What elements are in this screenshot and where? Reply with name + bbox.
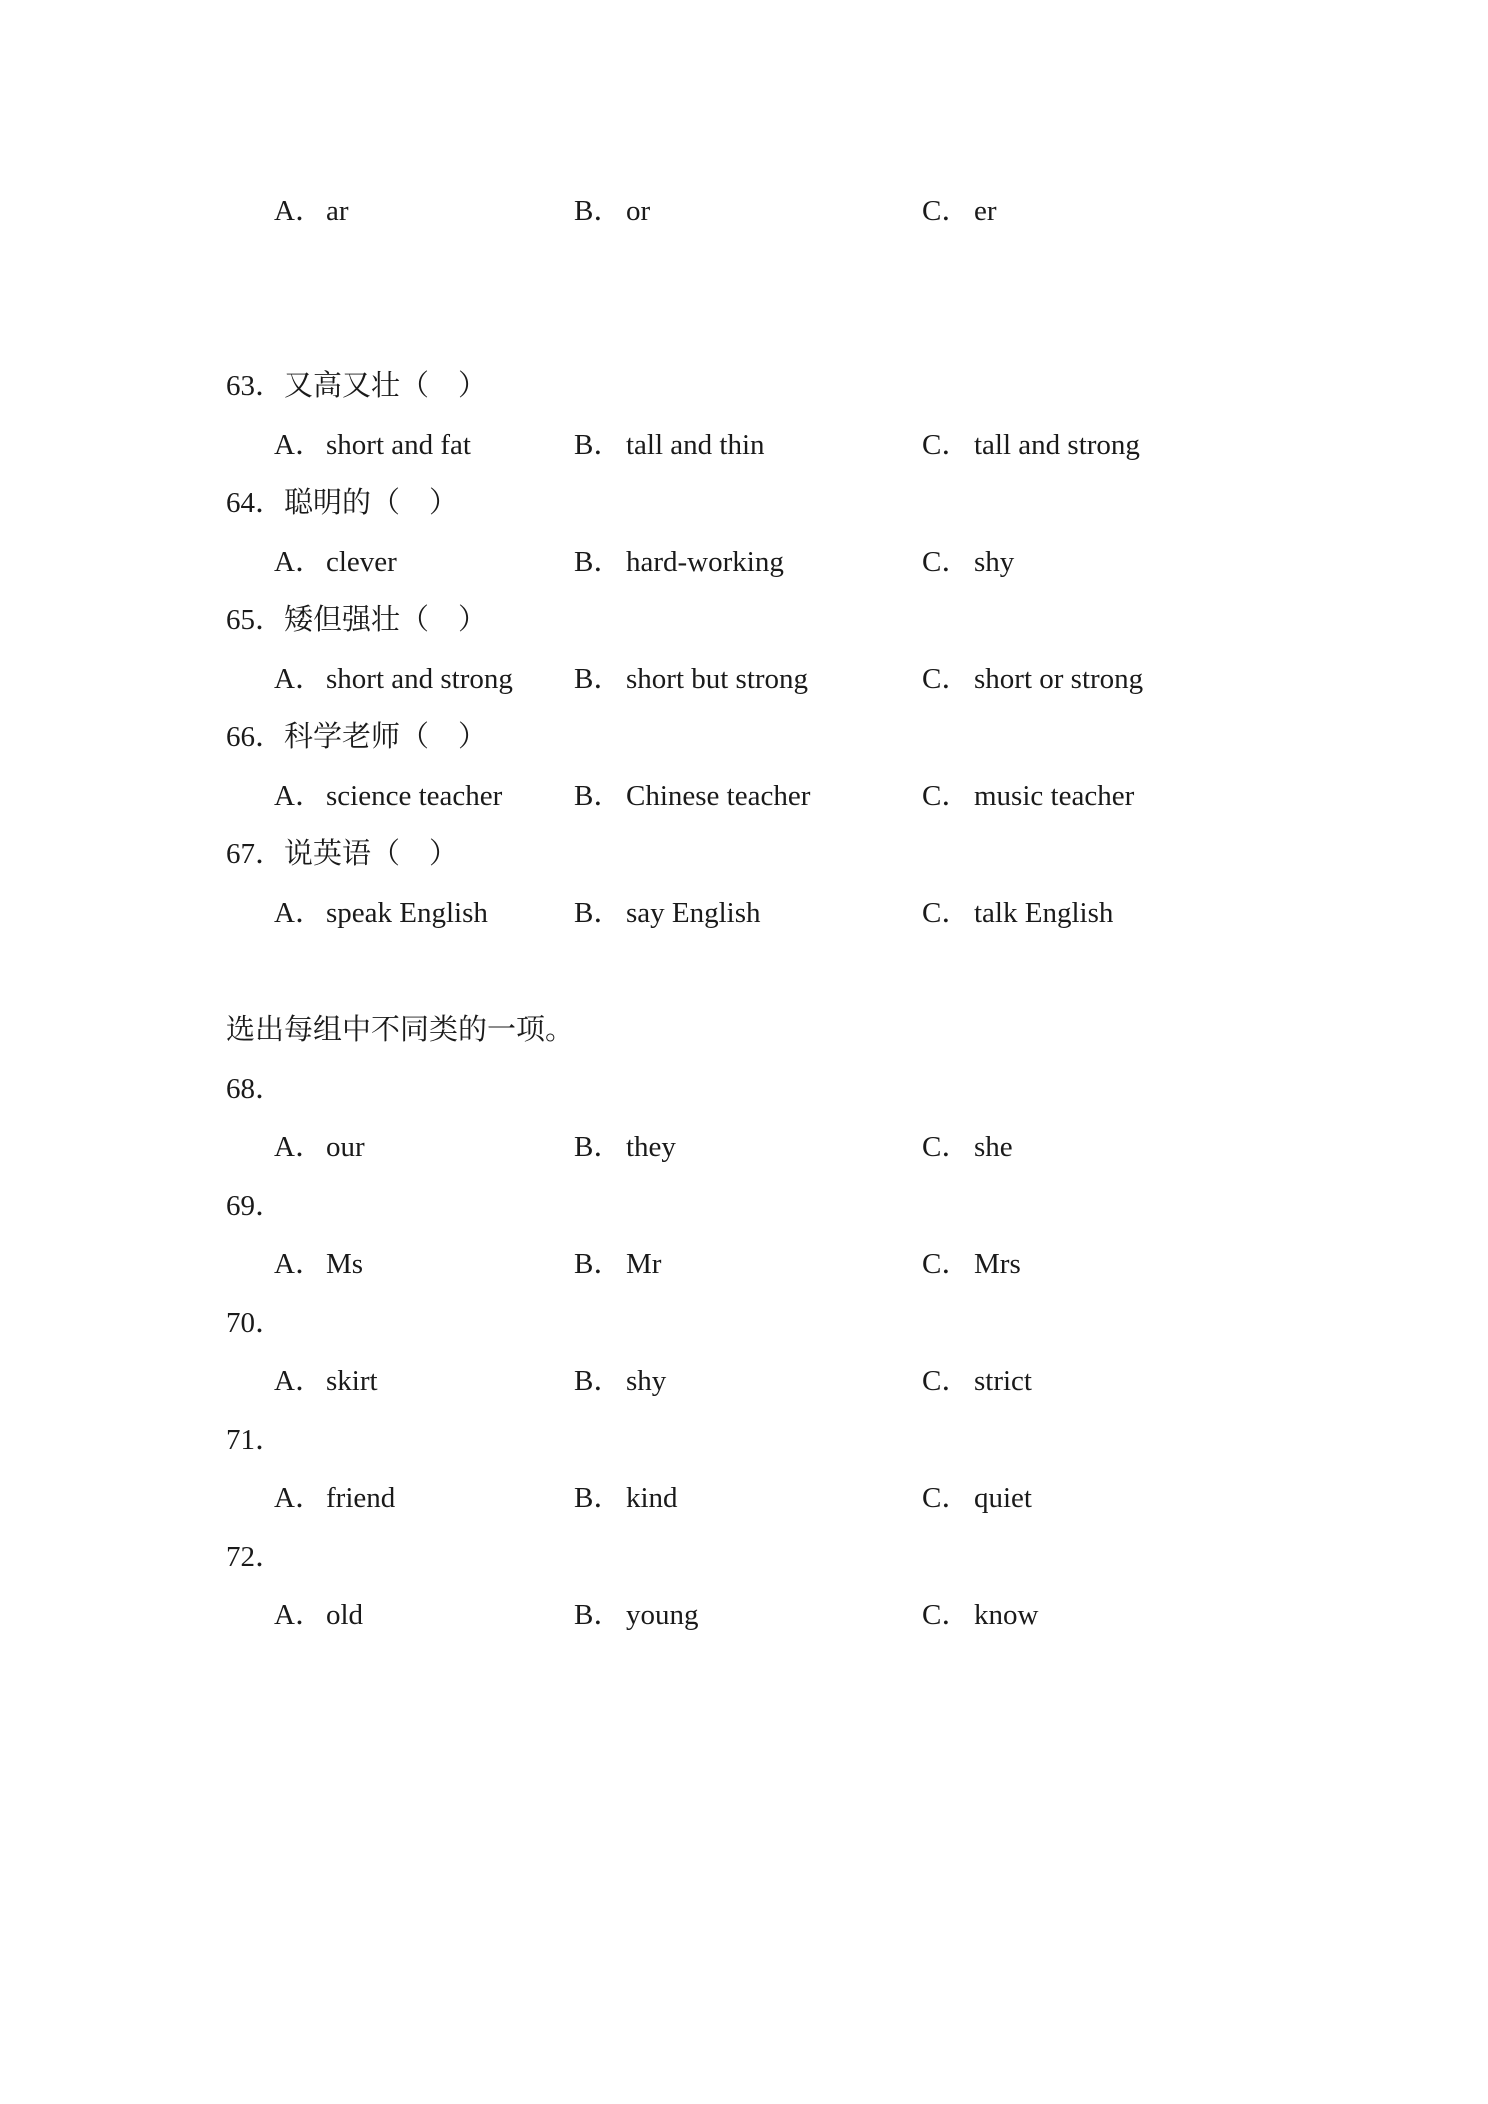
q69-option-b[interactable]: B． Mr (574, 1248, 662, 1280)
q67-option-c[interactable]: C． talk English (922, 897, 1114, 929)
option-b[interactable]: B． or (574, 195, 651, 227)
q69-option-a[interactable]: A．Ms (274, 1248, 364, 1280)
question-72: 72． (226, 1541, 285, 1573)
q65-option-a[interactable]: A．short and strong (274, 663, 513, 695)
q71-option-c[interactable]: C． quiet (922, 1482, 1032, 1514)
q64-option-c[interactable]: C． shy (922, 546, 1015, 578)
q65-option-b[interactable]: B． short but strong (574, 663, 809, 695)
q66-option-b[interactable]: B． Chinese teacher (574, 780, 811, 812)
q71-option-b[interactable]: B． kind (574, 1482, 678, 1514)
question-64: 64．聪明的（ ） (226, 487, 459, 519)
q64-option-a[interactable]: A．clever (274, 546, 397, 578)
q71-option-a[interactable]: A．friend (274, 1482, 396, 1514)
q66-option-a[interactable]: A．science teacher (274, 780, 503, 812)
q72-option-a[interactable]: A．old (274, 1599, 364, 1631)
q70-option-b[interactable]: B． shy (574, 1365, 667, 1397)
q70-option-c[interactable]: C． strict (922, 1365, 1032, 1397)
question-67: 67．说英语（ ） (226, 838, 459, 870)
q68-option-a[interactable]: A．our (274, 1131, 365, 1163)
q63-option-b[interactable]: B． tall and thin (574, 429, 765, 461)
q67-option-b[interactable]: B． say English (574, 897, 761, 929)
question-68: 68． (226, 1073, 285, 1105)
q65-option-c[interactable]: C． short or strong (922, 663, 1144, 695)
question-63: 63．又高又壮（ ） (226, 370, 488, 402)
q64-option-b[interactable]: B． hard-working (574, 546, 784, 578)
q67-option-a[interactable]: A．speak English (274, 897, 488, 929)
section-instruction: 选出每组中不同类的一项。 (226, 1014, 575, 1046)
q70-option-a[interactable]: A．skirt (274, 1365, 378, 1397)
q66-option-c[interactable]: C． music teacher (922, 780, 1135, 812)
q68-option-b[interactable]: B． they (574, 1131, 676, 1163)
q72-option-b[interactable]: B． young (574, 1599, 699, 1631)
question-71: 71． (226, 1424, 285, 1456)
q68-option-c[interactable]: C． she (922, 1131, 1013, 1163)
option-a[interactable]: A．ar (274, 195, 349, 227)
option-c[interactable]: C． er (922, 195, 997, 227)
question-70: 70． (226, 1307, 285, 1339)
q63-option-c[interactable]: C． tall and strong (922, 429, 1140, 461)
q63-option-a[interactable]: A．short and fat (274, 429, 471, 461)
question-66: 66．科学老师（ ） (226, 721, 488, 753)
question-69: 69． (226, 1190, 285, 1222)
q72-option-c[interactable]: C． know (922, 1599, 1039, 1631)
q69-option-c[interactable]: C． Mrs (922, 1248, 1021, 1280)
question-65: 65．矮但强壮（ ） (226, 604, 488, 636)
